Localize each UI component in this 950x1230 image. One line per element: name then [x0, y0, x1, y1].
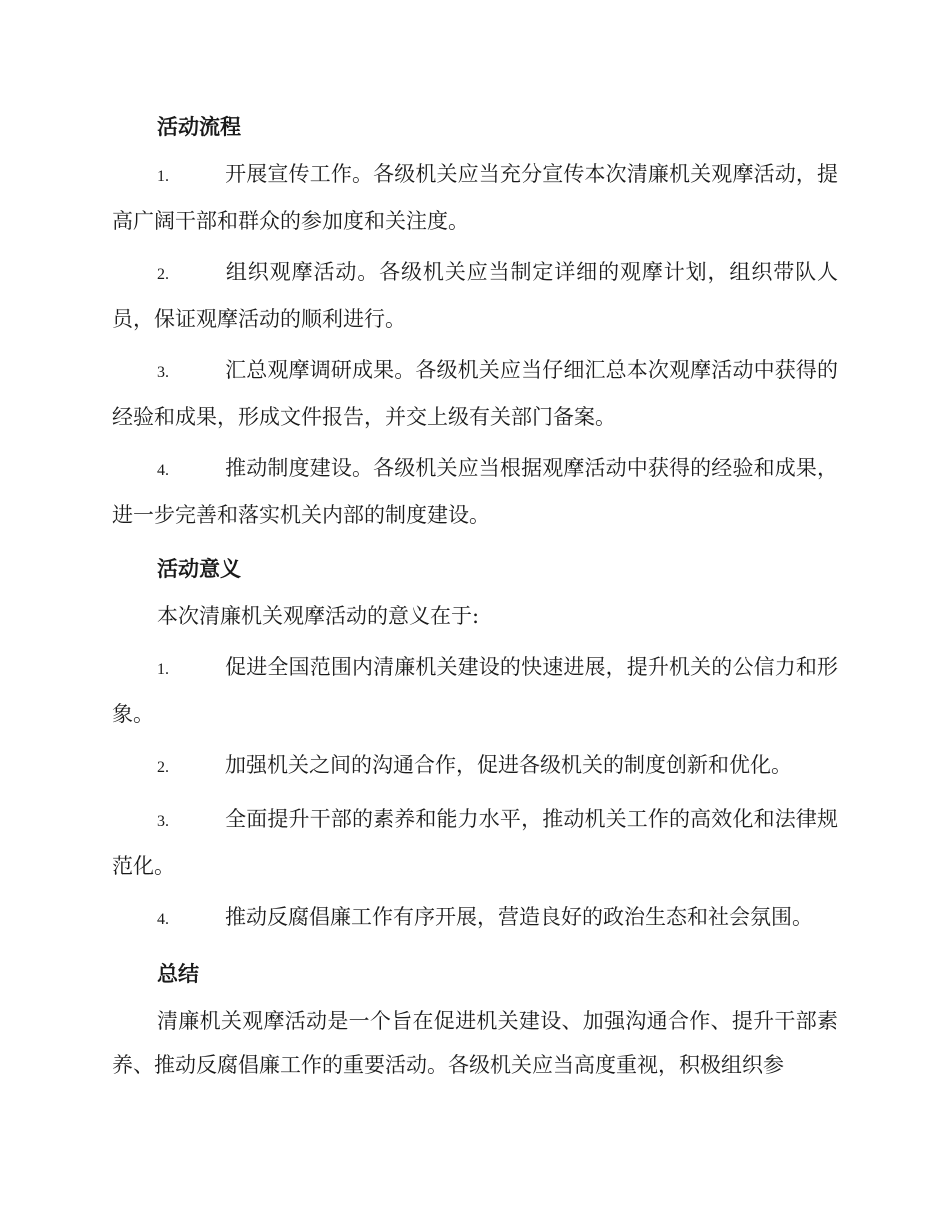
list-item [112, 250, 838, 341]
list-item [112, 152, 838, 243]
list-item [112, 797, 838, 888]
list-item-text: 开展宣传工作。各级机关应当充分宣传本次清廉机关观摩活动，提高广阔干部和群众的参加度和关注度。 [112, 162, 838, 233]
list-item-number: 3. [157, 813, 169, 830]
list-item [112, 348, 838, 439]
list-item-number: 2. [157, 266, 169, 283]
list-item-text: 推动制度建设。各级机关应当根据观摩活动中获得的经验和成果，进一步完善和落实机关内部的制度建设。 [112, 456, 838, 527]
list-item-number: 3. [157, 364, 169, 381]
list-item [112, 645, 838, 736]
list-item-number: 2. [157, 759, 169, 776]
list-item-text: 汇总观摩调研成果。各级机关应当仔细汇总本次观摩活动中获得的经验和成果，形成文件报告，并交上级有关部门备案。 [112, 358, 838, 429]
list-item [112, 743, 838, 790]
list-item-text: 加强机关之间的沟通合作，促进各级机关的制度创新和优化。 [225, 753, 792, 777]
section-heading-process: 活动流程 [157, 115, 241, 139]
section-heading-significance: 活动意义 [157, 557, 241, 581]
list-item [112, 895, 838, 942]
list-item-number: 4. [157, 462, 169, 479]
list-item-text: 推动反腐倡廉工作有序开展，营造良好的政治生态和社会氛围。 [225, 905, 813, 929]
list-item-text: 全面提升干部的素养和能力水平，推动机关工作的高效化和法律规范化。 [112, 807, 838, 878]
list-item-text: 促进全国范围内清廉机关建设的快速进展，提升机关的公信力和形象。 [112, 655, 838, 726]
list-item [112, 446, 838, 537]
summary-paragraph: 清廉机关观摩活动是一个旨在促进机关建设、加强沟通合作、提升干部素养、推动反腐倡廉工作的重要活动。各级机关应当高度重视，积极组织参 [112, 1009, 838, 1077]
section-heading-summary: 总结 [157, 962, 199, 986]
list-item-number: 4. [157, 911, 169, 928]
list-item-text: 组织观摩活动。各级机关应当制定详细的观摩计划，组织带队人员，保证观摩活动的顺利进行。 [112, 260, 838, 331]
list-item-number: 1. [157, 168, 169, 185]
document-content [112, 102, 838, 1094]
section-intro: 本次清廉机关观摩活动的意义在于: [157, 604, 480, 628]
list-item-number: 1. [157, 661, 169, 678]
